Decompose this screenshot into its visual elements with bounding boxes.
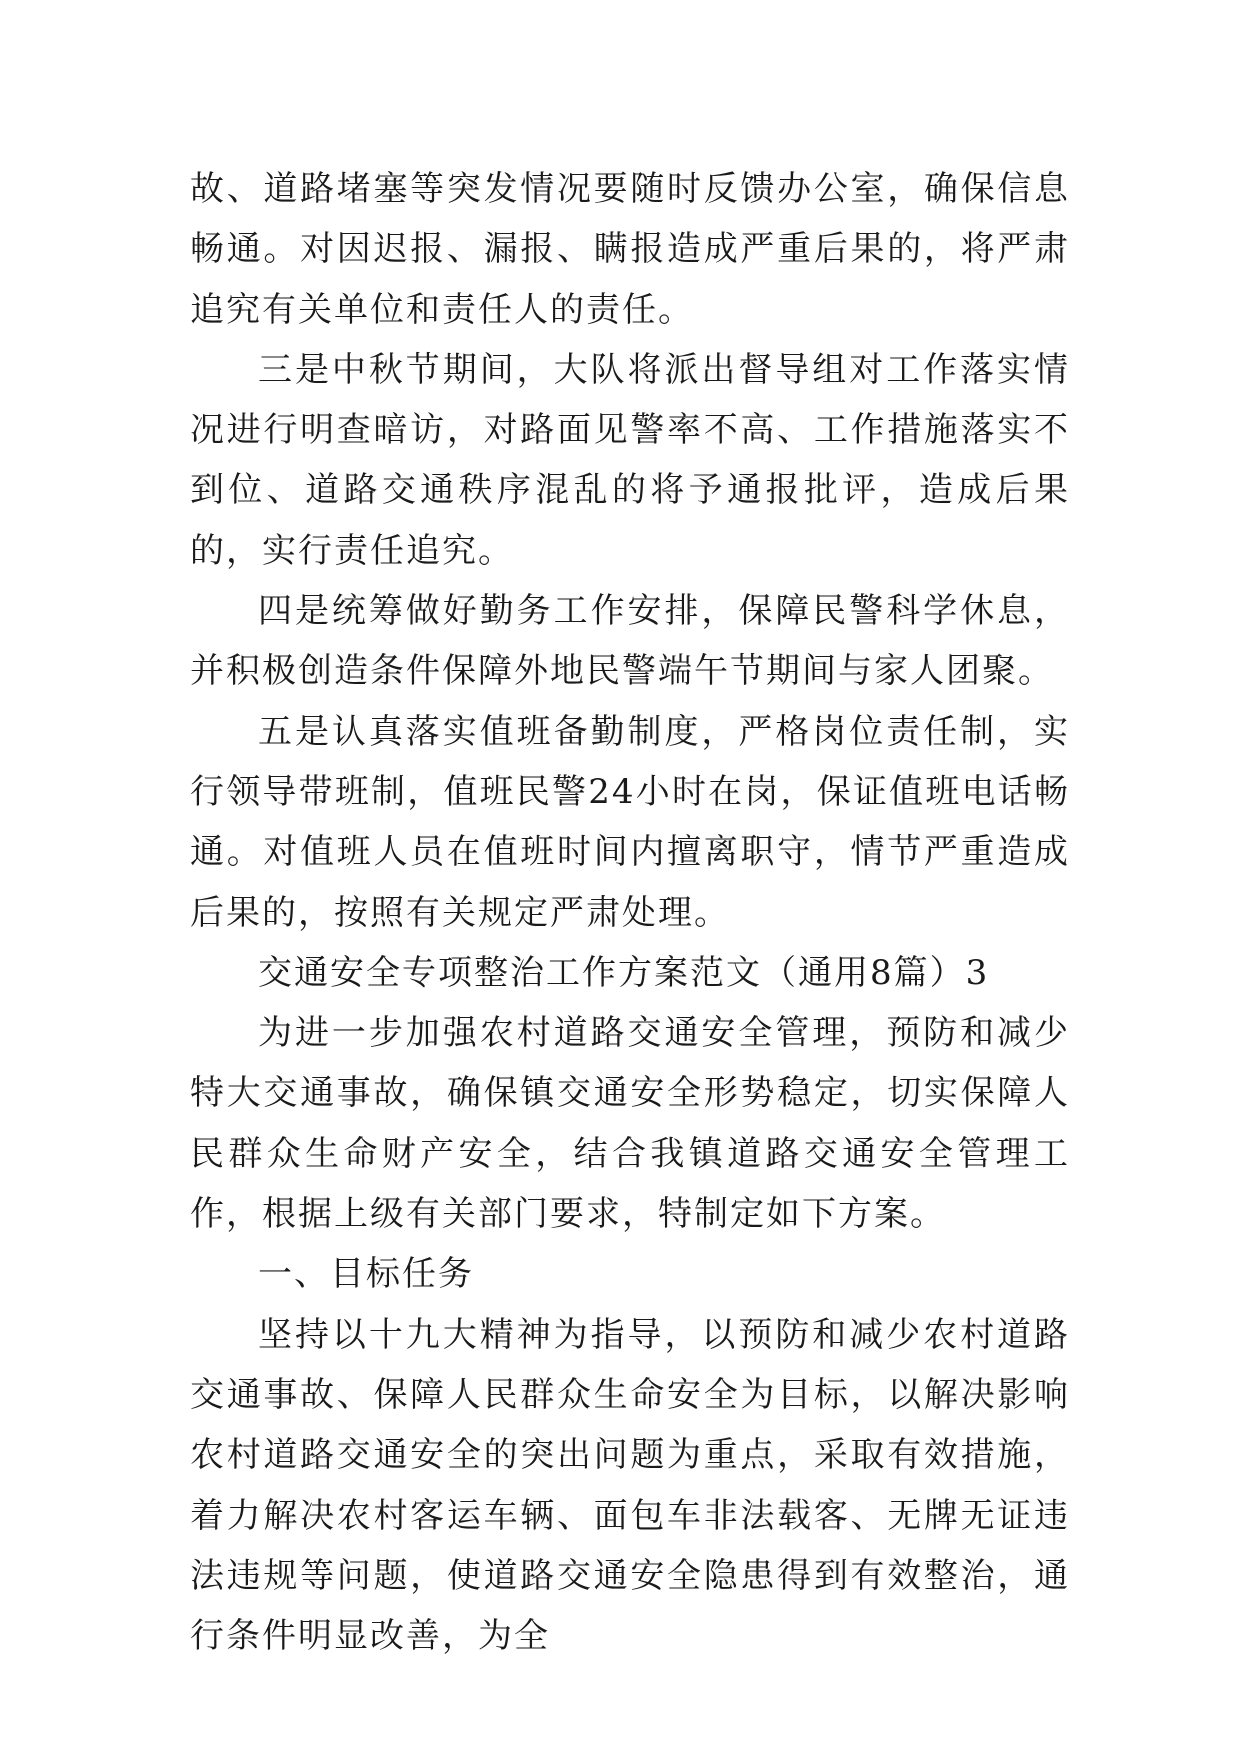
subsection-heading: 一、目标任务 bbox=[258, 1254, 474, 1295]
paragraph-intro: 为进一步加强农村道路交通安全管理，预防和减少特大交通事故，确保镇交通安全形势稳定，切实保障人民群众生命财产安全，结合我镇道路交通安全管理工作，根据上级有关部门要求，特制定如下方案。 bbox=[190, 1013, 1070, 1235]
paragraph-point-four: 四是统筹做好勤务工作安排，保障民警科学休息，并积极创造条件保障外地民警端午节期间与家人团聚。 bbox=[190, 591, 1070, 692]
paragraph-point-three: 三是中秋节期间，大队将派出督导组对工作落实情况进行明查暗访，对路面见警率不高、工作措施落实不到位、道路交通秩序混乱的将予通报批评，造成后果的，实行责任追究。 bbox=[190, 349, 1070, 571]
paragraph-point-five: 五是认真落实值班备勤制度，严格岗位责任制，实行领导带班制，值班民警24小时在岗，保证值班电话畅通。对值班人员在值班时间内擅离职守，情节严重造成后果的，按照有关规定严肃处理。 bbox=[190, 711, 1070, 933]
document-body bbox=[190, 159, 1070, 1666]
section-heading: 交通安全专项整治工作方案范文（通用8篇）3 bbox=[258, 952, 990, 993]
paragraph-continuation: 故、道路堵塞等突发情况要随时反馈办公室，确保信息畅通。对因迟报、漏报、瞒报造成严重后果的，将严肃追究有关单位和责任人的责任。 bbox=[190, 169, 1070, 330]
paragraph-goals: 坚持以十九大精神为指导，以预防和减少农村道路交通事故、保障人民群众生命安全为目标，以解决影响农村道路交通安全的突出问题为重点，采取有效措施，着力解决农村客运车辆、面包车非法载客、无牌无证违法违规等问题，使道路交通安全隐患得到有效整治，通行条件明显改善，为全 bbox=[190, 1314, 1070, 1657]
